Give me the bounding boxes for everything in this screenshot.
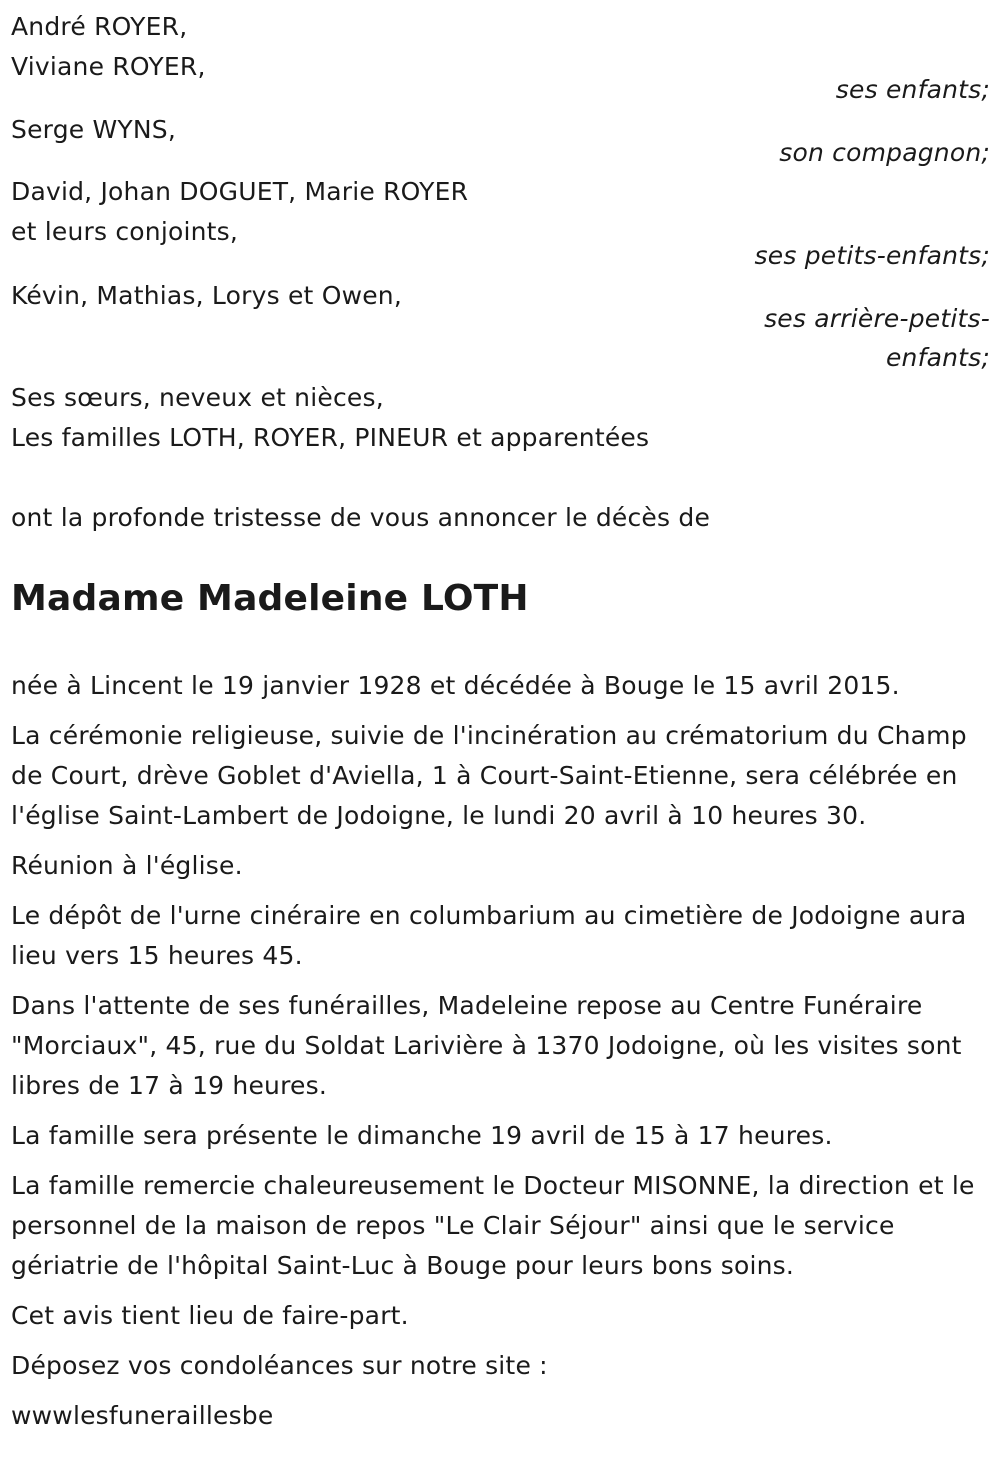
great-grandchildren-names: Kévin, Mathias, Lorys et Owen, [11,281,402,310]
urn-paragraph: Le dépôt de l'urne cinéraire en columbarium au cimetière de Jodoigne aura lieu vers 15 heures 45. [11,901,967,970]
website-link[interactable]: wwwlesfuneraillesbe [11,1401,274,1430]
great-grandchildren-role-line-1: ses arrière-petits- [764,304,990,333]
children-role: ses enfants; [835,75,990,104]
grandchildren-line-1: David, Johan DOGUET, Marie ROYER [11,177,469,206]
birth-death-paragraph: née à Lincent le 19 janvier 1928 et décédée à Bouge le 15 avril 2015. [11,671,900,700]
companion-name: Serge WYNS, [11,115,176,144]
child-name-1: André ROYER, [11,12,188,41]
companion-role: son compagnon; [779,138,990,167]
other-family-line-1: Ses sœurs, neveux et nièces, [11,383,384,412]
notice-body [11,666,996,1446]
meeting-paragraph: Réunion à l'église. [11,851,243,880]
grandchildren-role: ses petits-enfants; [754,241,990,270]
thanks-paragraph: La famille remercie chaleureusement le Docteur MISONNE, la direction et le personnel de la maison de repos "Le Clair Séjour" ainsi que le service gériatrie de l'hôpital Saint-Luc à Bouge pour leurs bons soins. [11,1171,975,1280]
child-name-2: Viviane ROYER, [11,52,206,81]
family-presence-paragraph: La famille sera présente le dimanche 19 avril de 15 à 17 heures. [11,1121,833,1150]
ceremony-paragraph: La cérémonie religieuse, suivie de l'incinération au crématorium du Champ de Court, drève Goblet d'Aviella, 1 à Court-Saint-Etienne, sera célébrée en l'église Saint-Lambert de Jodoigne, le lundi 20 avril à 10 heures 30. [11,721,967,830]
condolences-paragraph: Déposez vos condoléances sur notre site : [11,1351,548,1380]
deceased-name: Madame Madeleine LOTH [11,578,529,619]
announcement-text: ont la profonde tristesse de vous annoncer le décès de [11,503,711,532]
great-grandchildren-role-line-2: enfants; [885,343,990,372]
grandchildren-line-2: et leurs conjoints, [11,217,239,246]
other-family-line-2: Les familles LOTH, ROYER, PINEUR et apparentées [11,423,650,452]
notice-paragraph: Cet avis tient lieu de faire-part. [11,1301,409,1330]
funeral-home-paragraph: Dans l'attente de ses funérailles, Madeleine repose au Centre Funéraire "Morciaux", 45, rue du Soldat Larivière à 1370 Jodoigne, où les visites sont libres de 17 à 19 heures. [11,991,962,1100]
